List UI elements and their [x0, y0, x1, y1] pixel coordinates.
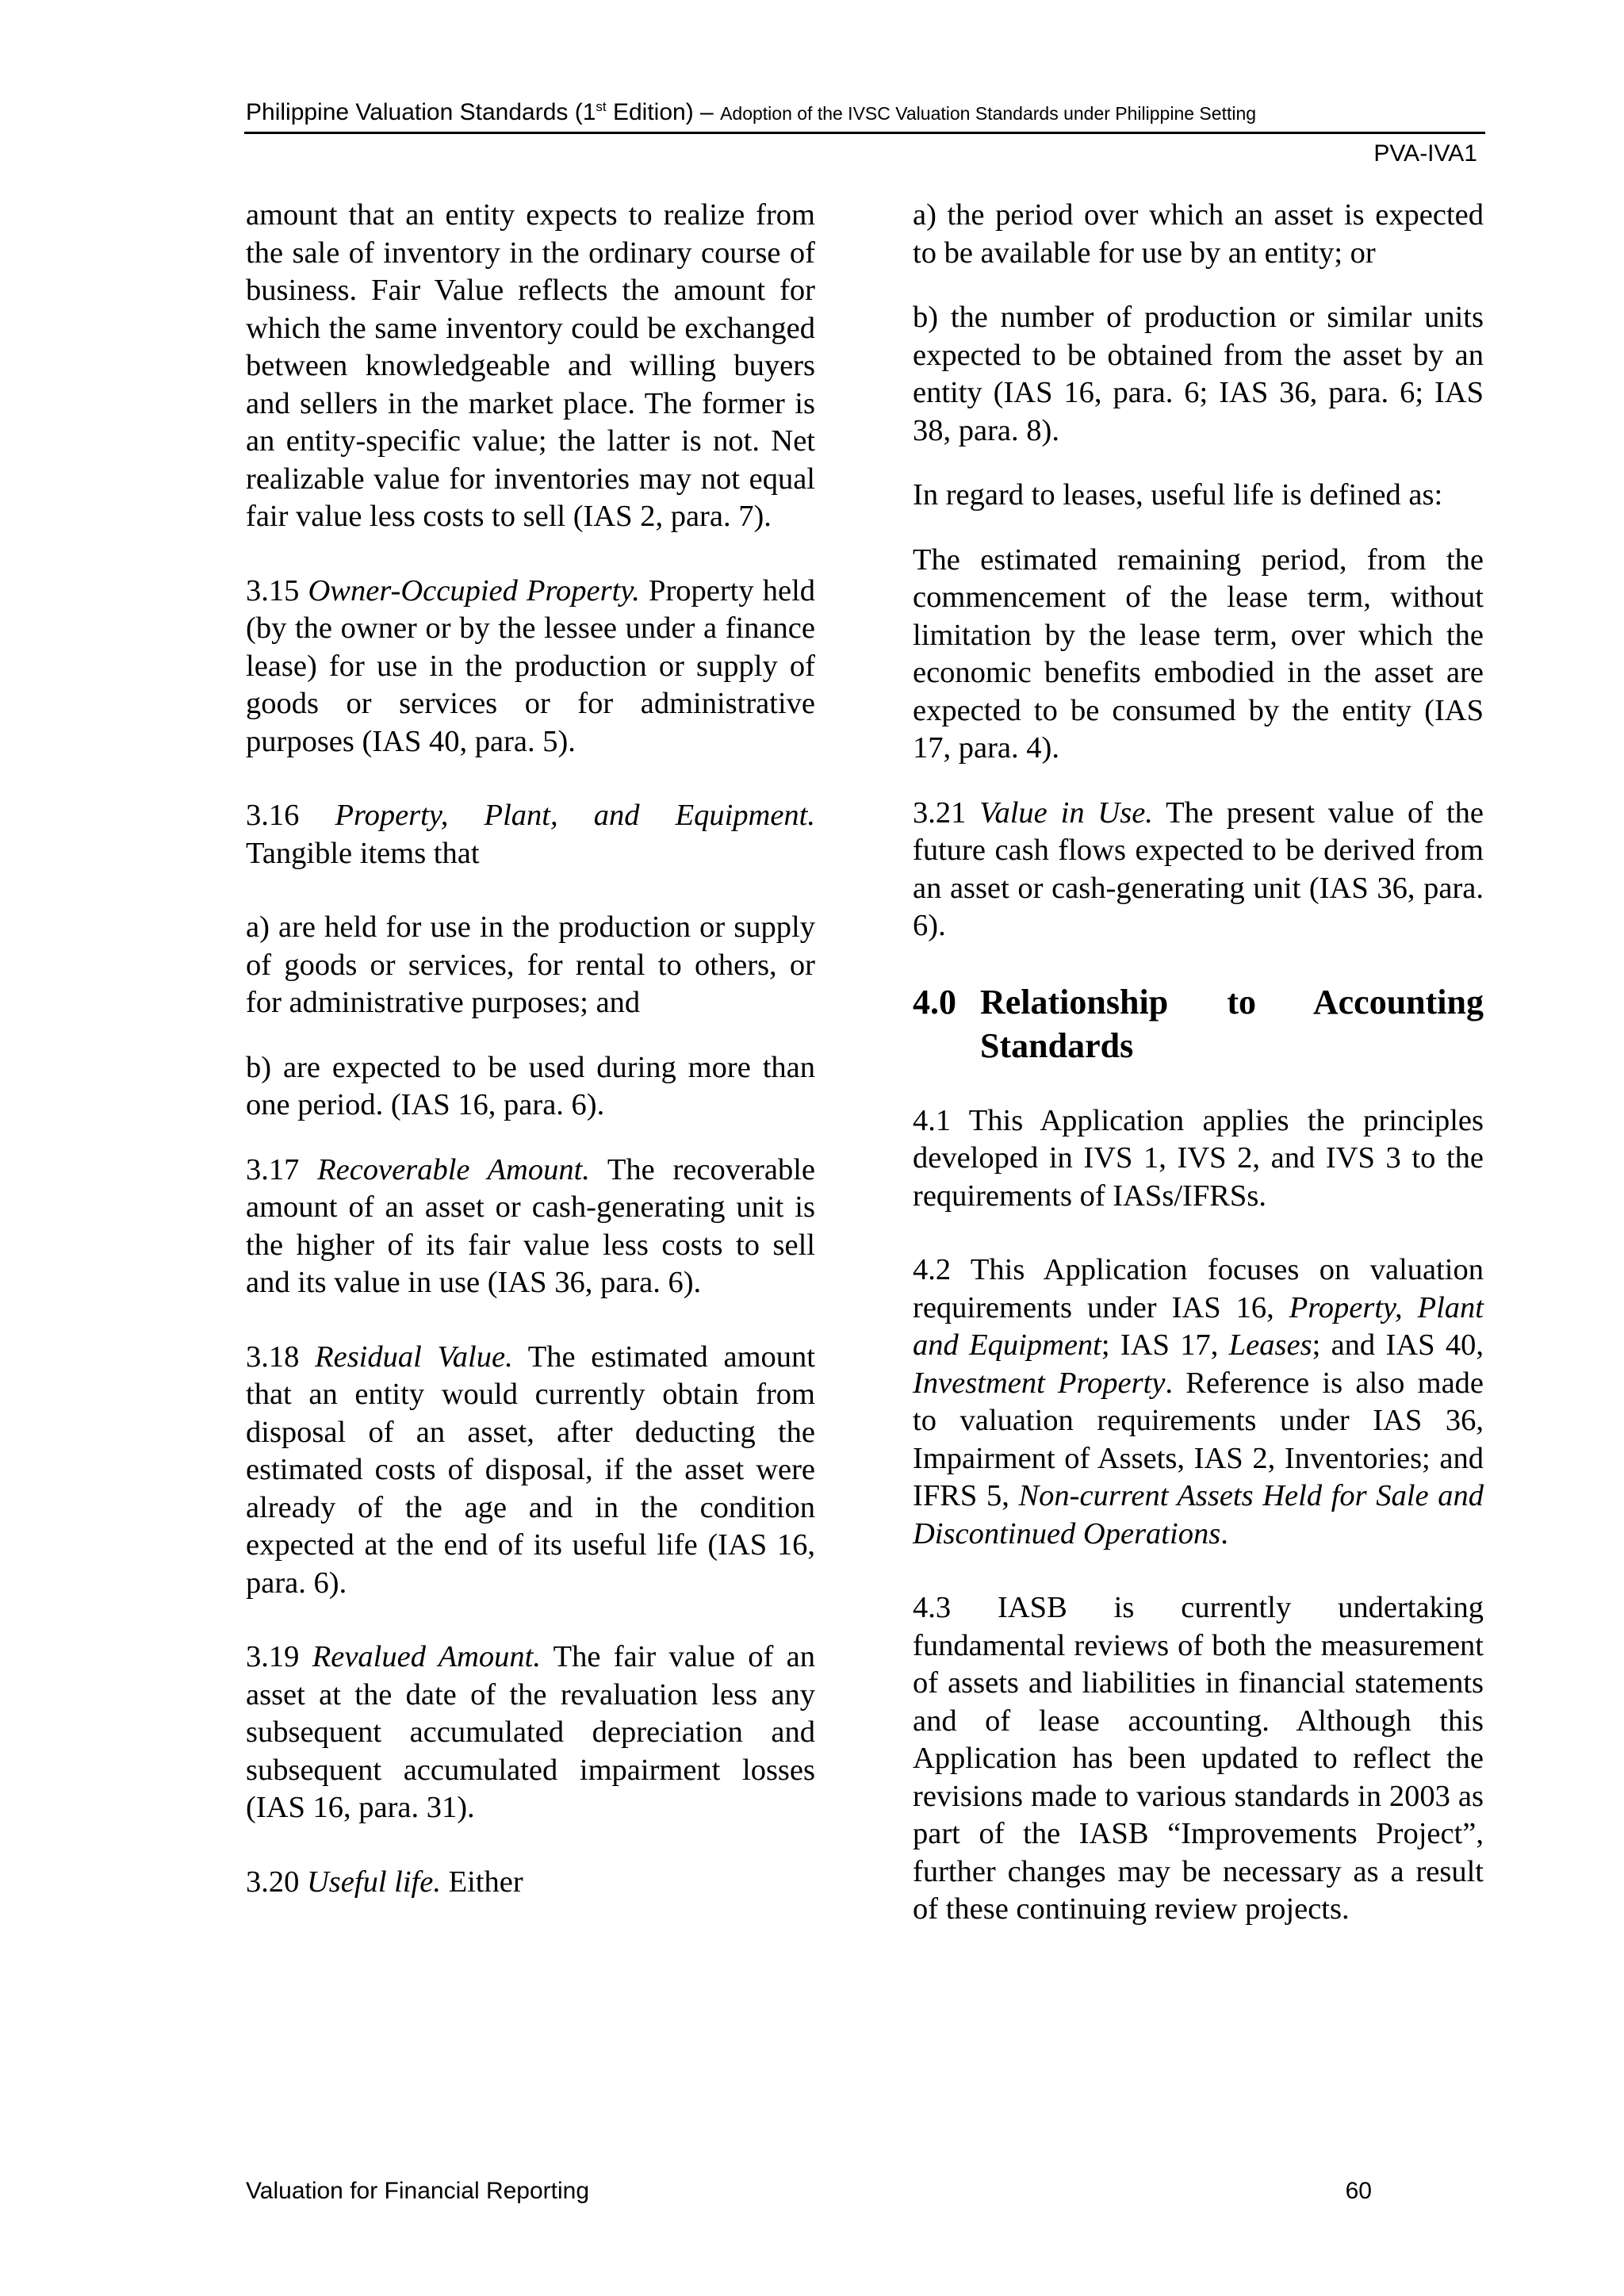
standard-title: Leases — [1228, 1328, 1312, 1362]
document-code: PVA-IVA1 — [1373, 140, 1477, 167]
header-title-subtitle: Adoption of the IVSC Valuation Standards under Philippine Setting — [720, 103, 1257, 124]
section-number: 3.20 — [246, 1865, 307, 1899]
left-column — [246, 197, 815, 1901]
running-header-title — [246, 98, 1483, 128]
definition-3-21 — [913, 795, 1484, 945]
definition-3-20-item-b: b) the number of production or similar units expected to be obtained from the asset by an entity (IAS 16, para. 6; IAS 36, para. 6; IAS 38, para. 8). — [913, 301, 1484, 447]
paragraph-4-3: 4.3 IASB is currently undertaking fundamental reviews of both the measurement of assets and liabilities in financial statements and of lease accounting. Although this Application has been updated to reflect the revisions made to various standards in 2003 as part of the IASB “Improvements Project”, further changes may be necessary as a result of these continuing review projects. — [913, 1591, 1484, 1926]
definition-text: The present value of the future cash flows expected to be derived from an asset or cash-generating unit (IAS 36, para. 6). — [913, 795, 1484, 942]
footer-title: Valuation for Financial Reporting — [246, 2178, 590, 2204]
paragraph-4-2-text: ; IAS 17, — [1101, 1328, 1229, 1362]
header-title-main: Philippine Valuation Standards (1 — [246, 99, 596, 125]
paragraph-4-2-text: ; and IAS 40, — [1312, 1328, 1484, 1362]
definition-3-16-item-a: a) are held for use in the production or supply of goods or services, for rental to others, or for administrative purposes; and — [246, 910, 815, 1019]
defined-term: Recoverable Amount. — [317, 1152, 590, 1186]
header-title-edition: Edition) – — [606, 99, 721, 125]
definition-text: The estimated amount that an entity would currently obtain from disposal of an asset, after deducting the estimated costs of disposal, if the asset were already of the age and in the condition expected at the end of its useful life (IAS 16, para. 6). — [246, 1340, 815, 1600]
section-number: 3.21 — [913, 795, 980, 830]
definition-text: The recoverable amount of an asset or cash-generating unit is the higher of its fair value less costs to sell and its value in use (IAS 36, para. 6). — [246, 1152, 815, 1299]
definition-3-15 — [246, 573, 815, 761]
defined-term: Owner-Occupied Property. — [308, 573, 640, 608]
paragraph-4-2-text: . — [1220, 1516, 1228, 1550]
paragraph-4-1: 4.1 This Application applies the principles developed in IVS 1, IVS 2, and IVS 3 to the requirements of IASs/IFRSs. — [913, 1103, 1484, 1213]
section-number: 3.15 — [246, 573, 308, 608]
defined-term: Value in Use. — [979, 795, 1153, 830]
paragraph-4-2 — [913, 1251, 1484, 1553]
standard-title: Non-current Assets Held for Sale and Discontinued Operations — [913, 1479, 1484, 1550]
defined-term: Residual Value. — [315, 1340, 513, 1374]
definition-text: Either — [440, 1865, 523, 1899]
right-column — [913, 197, 1484, 1929]
definition-3-20-item-a: a) the period over which an asset is expected to be available for use by an entity; or — [913, 198, 1484, 270]
defined-term: Revalued Amount. — [312, 1640, 541, 1673]
definition-3-16 — [246, 797, 815, 872]
leases-intro: In regard to leases, useful life is defined as: — [913, 478, 1443, 512]
section-heading-4-0 — [913, 980, 1484, 1068]
paragraph-4-2-text: 4.2 This Application focuses on valuation requirements under IAS 16, — [913, 1253, 1484, 1324]
definition-3-16-item-b: b) are expected to be used during more than one period. (IAS 16, para. 6). — [246, 1050, 815, 1121]
standard-title: Investment Property — [913, 1366, 1166, 1400]
definition-text: Tangible items that — [246, 836, 480, 870]
defined-term: Property, Plant, and Equipment. — [335, 799, 816, 832]
definition-3-20 — [246, 1864, 815, 1902]
paragraph-intro: amount that an entity expects to realize from the sale of inventory in the ordinary course of business. Fair Value reflects the amount for which the same inventory could be exchanged between knowledgeable and willing buyers and sellers in the market place. The former is an entity-specific value; the latter is not. Net realizable value for inventories may not equal fair value less costs to sell (IAS 2, para. 7). — [246, 198, 815, 533]
lease-useful-life-definition: The estimated remaining period, from the commencement of the lease term, without limitation by the lease term, over which the economic benefits embodied in the asset are expected to be consumed by the entity (IAS 17, para. 4). — [913, 542, 1484, 765]
definition-text: Property held (by the owner or by the lessee under a finance lease) for use in the production or supply of goods or services or for administrative purposes (IAS 40, para. 5). — [246, 573, 816, 758]
defined-term: Useful life. — [307, 1865, 441, 1899]
standard-title: Property, Plant and Equipment — [913, 1290, 1484, 1362]
heading-line-2: Standards — [980, 1025, 1134, 1065]
section-number: 3.17 — [246, 1152, 318, 1186]
section-number: 3.18 — [246, 1340, 316, 1374]
header-title-superscript: st — [596, 99, 607, 114]
definition-3-17 — [246, 1152, 815, 1302]
heading-line-1: Relationship to Accounting — [980, 982, 1484, 1022]
section-number: 3.16 — [246, 799, 335, 832]
definition-text: The fair value of an asset at the date of the revaluation less any subsequent accumulated depreciation and subsequent accumulated impairment losses (IAS 16, para. 31). — [246, 1640, 816, 1824]
definition-3-18 — [246, 1339, 815, 1603]
page-number: 60 — [1345, 2178, 1372, 2204]
heading-number: 4.0 — [913, 982, 956, 1022]
section-number: 3.19 — [246, 1640, 312, 1673]
paragraph-4-2-text: . Reference is also made to valuation requirements under IAS 36, Impairment of Assets, IAS 2, Inventories; and IFRS 5, — [913, 1366, 1484, 1512]
header-rule — [244, 132, 1485, 134]
definition-3-19 — [246, 1639, 815, 1827]
